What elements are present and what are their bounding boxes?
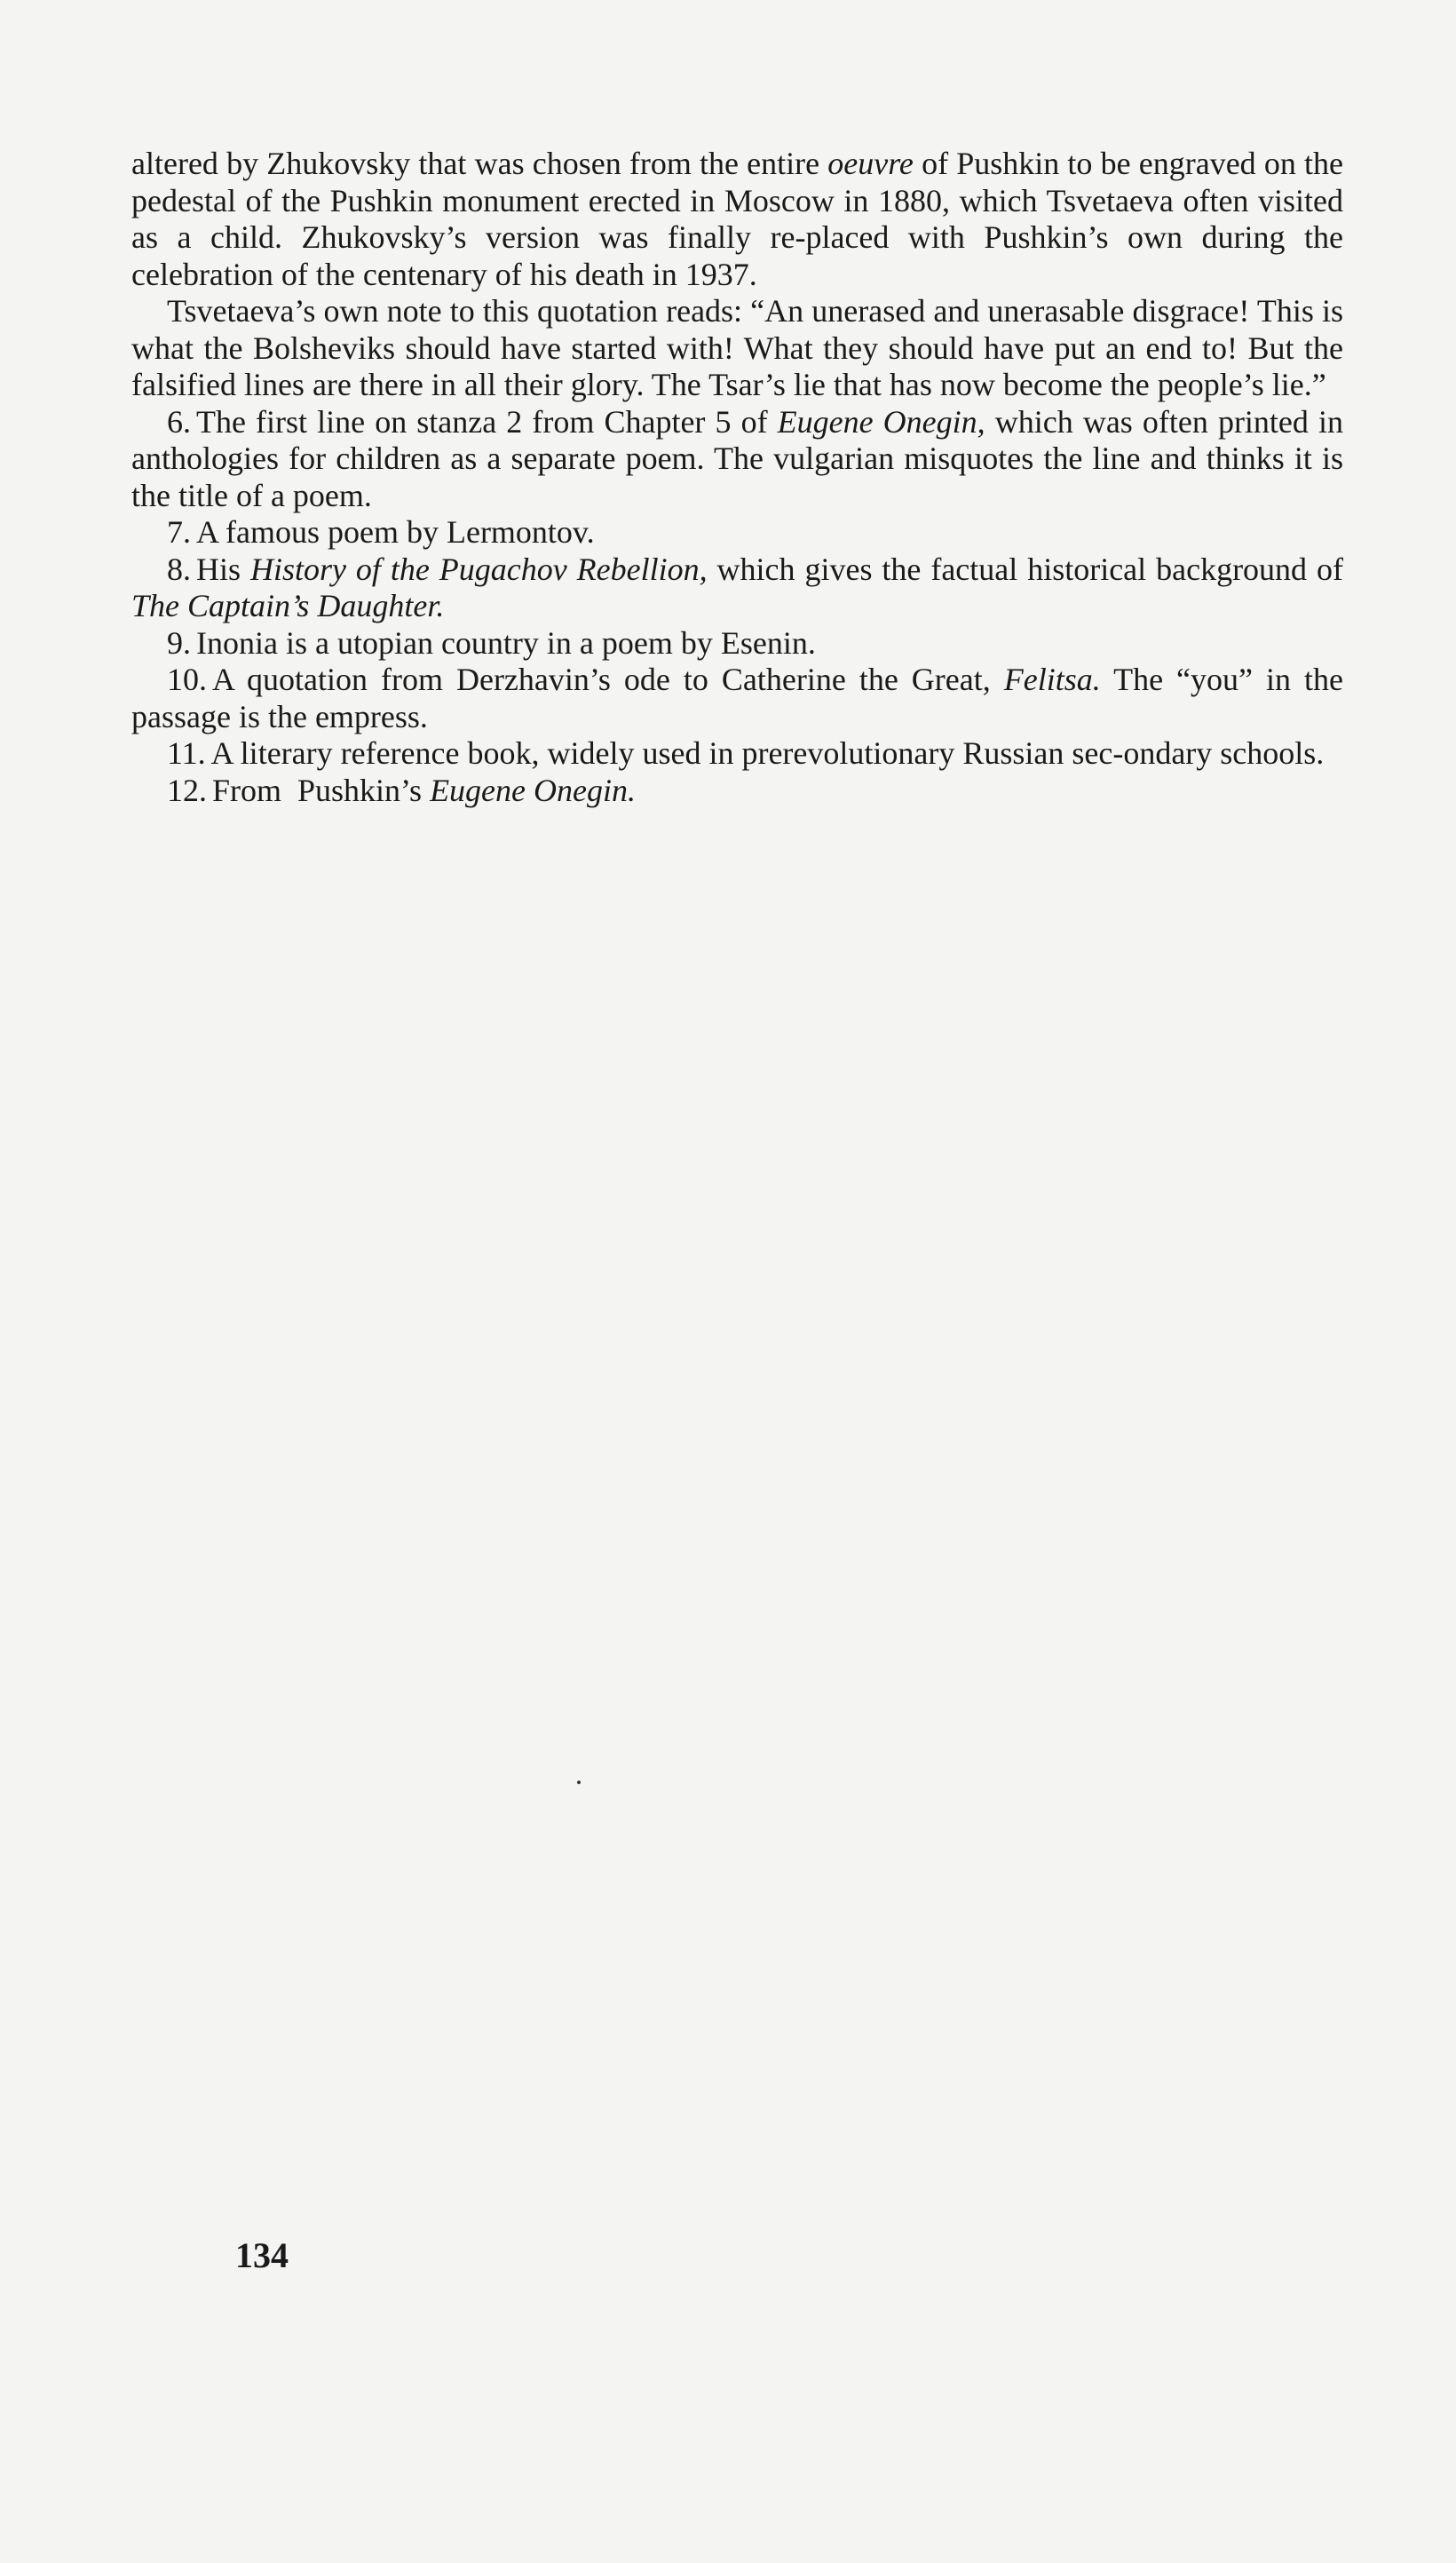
note-number: 10. [167, 662, 207, 697]
note-12: 12. From Pushkin’s Eugene Onegin. [167, 772, 636, 808]
page-number: 134 [235, 2235, 289, 2275]
italic-title: Eugene Onegin. [430, 772, 636, 808]
note-7: 7. A famous poem by Lermontov. [167, 514, 595, 550]
note-number: 9. [167, 624, 191, 661]
note-number: 11. [167, 735, 206, 771]
note-number: 8. [167, 551, 191, 587]
note-10: 10. A quotation from Derzhavin’s ode to Catherine the Great, Felitsa. The “you” in the passage is the empress. [131, 662, 1343, 734]
note-number: 6. [167, 403, 191, 440]
tsvetaeva-note: Tsvetaeva’s own note to this quotation reads: “An unerased and unerasable disgrace! This is what the Bolsheviks should have started with! What they should have put an end to! But the falsified lines are there in all their glory. The Tsar’s lie that has now become the people’s lie.” [131, 293, 1343, 402]
note-number: 7. [167, 514, 191, 550]
ink-speck [577, 1781, 581, 1784]
italic-title: Eugene Onegin, [777, 403, 985, 440]
note-11: 11. A literary reference book, widely used in prerevolutionary Russian sec-ondary schools. [167, 735, 1325, 771]
note-9: 9. Inonia is a utopian country in a poem by Esenin. [167, 624, 816, 661]
note-8: 8. His History of the Pugachov Rebellion, which gives the factual historical background of The Captain’s Daughter. [131, 551, 1343, 623]
italic-title: History of the Pugachov Rebellion, [249, 551, 708, 587]
note-6: 6. The first line on stanza 2 from Chapter 5 of Eugene Onegin, which was often printed in anthologies for children as a separate poem. The vulgarian misquotes the line and thinks it is the title of a poem. [131, 403, 1343, 513]
endnotes-text [131, 146, 1343, 809]
note-number: 12. [167, 772, 207, 808]
note-5-continuation: altered by Zhukovsky that was chosen from the entire oeuvre of Pushkin to be engraved on the pedestal of the Pushkin monument erected in Moscow in 1880, which Tsvetaeva often visited as a child. Zhukovsky’s version was finally re-placed with Pushkin’s own during the celebration of the centenary of his death in 1937. [131, 146, 1343, 292]
italic-title: Felitsa. [1003, 662, 1101, 697]
italic-title: The Captain’s Daughter. [131, 588, 445, 623]
italic-term: oeuvre [827, 146, 914, 181]
